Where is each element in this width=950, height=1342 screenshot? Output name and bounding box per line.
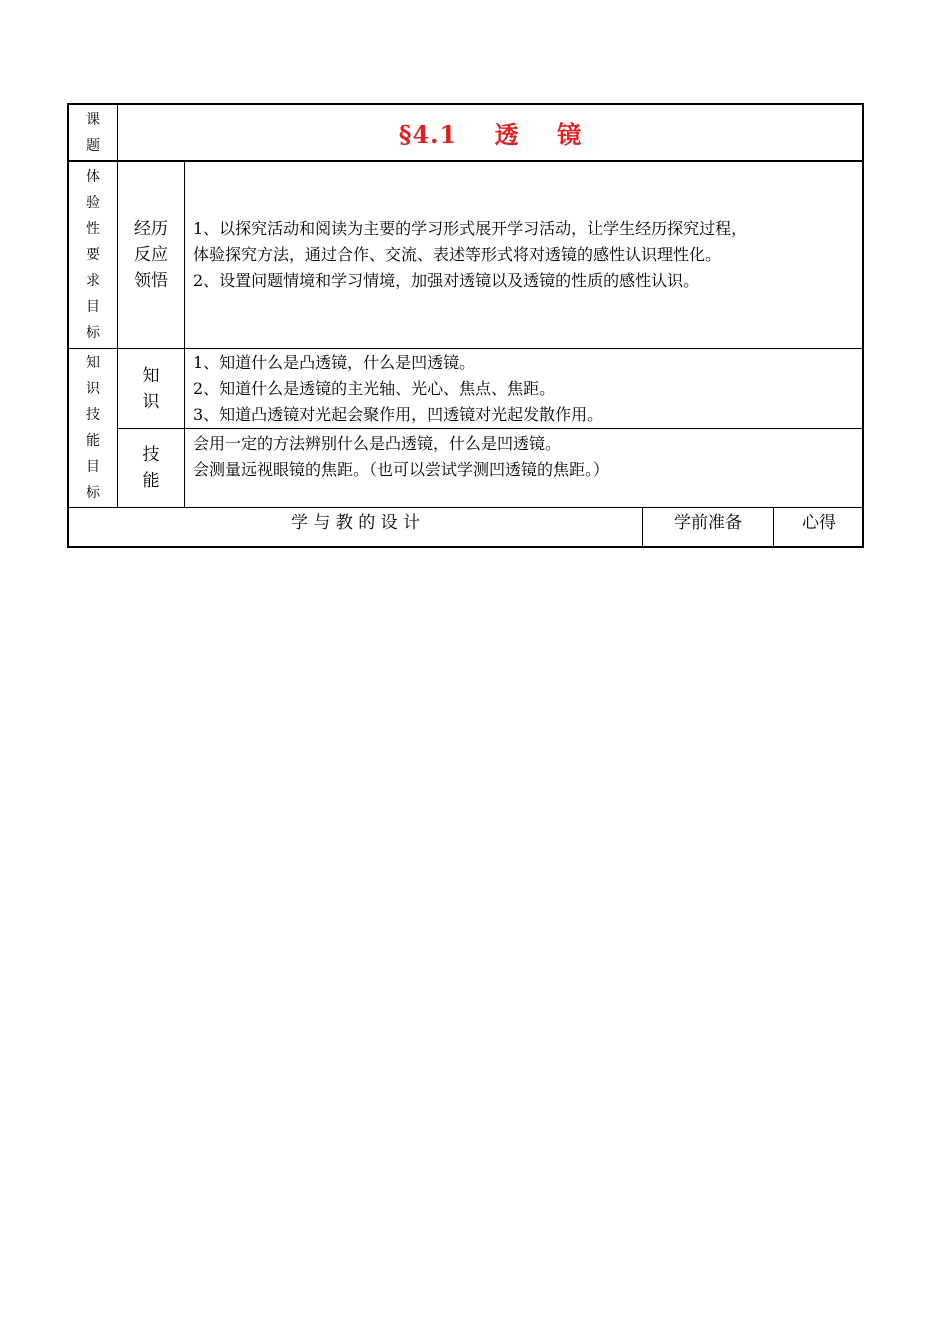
knowledge-content-cell [193, 349, 863, 428]
experience-content-line: 1、以探究活动和阅读为主要的学习形式展开学习活动，让学生经历探究过程， [193, 218, 748, 238]
title-label-char: 题 [86, 137, 100, 154]
experience-label-char: 性 [86, 220, 100, 237]
column-divider [184, 349, 185, 507]
skill-label-char: 技 [142, 445, 160, 465]
row-divider [117, 428, 864, 429]
knowledge-skill-label-cell [69, 349, 117, 507]
row-divider [69, 348, 864, 349]
column-divider [184, 161, 185, 348]
skill-label-cell [118, 429, 184, 507]
row-divider [69, 507, 864, 508]
row-divider [69, 160, 864, 162]
experience-sublabel-line: 反应 [134, 244, 168, 265]
skill-content-cell [193, 429, 863, 507]
preparation-header: 学前准备 [674, 513, 742, 533]
knowledge-skill-label-char: 技 [86, 407, 100, 423]
experience-content-cell [193, 161, 863, 348]
experience-label-char: 要 [86, 246, 100, 263]
experience-content-line: 体验探究方法，通过合作、交流、表述等形式将对透镜的感性认识理性化。 [193, 244, 722, 264]
skill-label-char: 能 [142, 471, 160, 491]
experience-label-cell [69, 161, 117, 348]
knowledge-skill-label-char: 能 [86, 433, 100, 449]
lesson-plan-table [67, 103, 864, 548]
knowledge-skill-label-char: 目 [86, 459, 100, 475]
knowledge-label-char: 知 [142, 365, 160, 386]
page-title: §4.1 透 镜 [398, 120, 583, 149]
column-divider [773, 508, 774, 548]
reflection-header-cell [774, 508, 864, 548]
title-cell [117, 105, 864, 160]
knowledge-label-cell [118, 349, 184, 428]
knowledge-skill-label-char: 标 [86, 485, 100, 501]
experience-label-char: 体 [86, 168, 100, 185]
title-label-char: 课 [86, 111, 100, 128]
knowledge-label-char: 识 [142, 391, 160, 412]
experience-sublabel-line: 经历 [134, 218, 168, 239]
knowledge-line: 1、知道什么是凸透镜，什么是凹透镜。 [193, 352, 476, 372]
preparation-header-cell [643, 508, 773, 548]
experience-label-char: 标 [86, 324, 100, 341]
column-divider [642, 508, 643, 548]
reflection-header: 心得 [802, 513, 836, 533]
experience-label-char: 目 [86, 298, 100, 315]
design-header-cell [69, 508, 642, 548]
experience-sublabel-cell [118, 161, 184, 348]
knowledge-skill-label-char: 识 [86, 381, 100, 397]
title-label-cell [69, 105, 117, 160]
experience-label-char: 验 [86, 194, 100, 211]
design-header: 学 与 教 的 设 计 [290, 513, 421, 533]
knowledge-line: 3、知道凸透镜对光起会聚作用，凹透镜对光起发散作用。 [193, 404, 604, 424]
knowledge-line: 2、知道什么是透镜的主光轴、光心、焦点、焦距。 [193, 378, 556, 398]
experience-sublabel-line: 领悟 [134, 270, 168, 291]
experience-content-line: 2、设置问题情境和学习情境，加强对透镜以及透镜的性质的感性认识。 [193, 270, 700, 290]
skill-line: 会用一定的方法辨别什么是凸透镜，什么是凹透镜。 [193, 434, 562, 453]
column-divider [117, 105, 118, 507]
knowledge-skill-label-char: 知 [86, 355, 100, 371]
experience-label-char: 求 [86, 272, 100, 289]
skill-line: 会测量远视眼镜的焦距。（也可以尝试学测凹透镜的焦距。） [193, 460, 610, 479]
